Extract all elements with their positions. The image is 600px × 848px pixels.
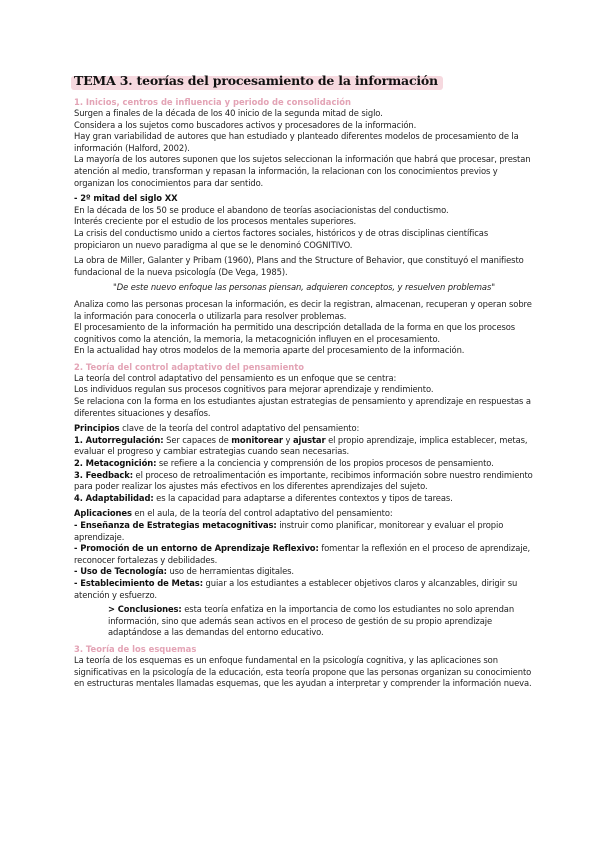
paragraph: La teoría del control adaptativo del pensamiento es un enfoque que se centra: <box>74 372 397 383</box>
principles-rest: clave de la teoría del control adaptativo del pensamiento: <box>119 423 360 434</box>
paragraph: Surgen a finales de la década de los 40 inicio de la segunda mitad de siglo. <box>74 108 383 118</box>
principle-1-text-d: el propio aprendizaje, implica establecer, metas, evaluar el progreso y cambiar estrategias cuando sean necesarias. <box>74 434 528 457</box>
paragraph: La mayoría de los autores suponen que los sujetos seleccionan la información que habrá que procesar, prestan atención al medio, transforman y repasan la información, la relacionan con los conocimientos previos y organizan los conocimientos para dar sentido. <box>74 154 531 188</box>
principle-4-label: 4. Adaptabilidad: <box>74 492 154 503</box>
principle-1-bold-ajustar: ajustar <box>292 434 326 445</box>
applications-label: Aplicaciones <box>74 508 132 519</box>
application-3 <box>74 566 534 578</box>
application-1 <box>74 520 534 543</box>
principle-3-text: el proceso de retroalimentación es importante, recibimos información sobre nuestro rendimiento para poder realizar los ajustes más efectivos en los diferentes aprendizajes del sujeto. <box>74 469 533 492</box>
principles-label: Principios <box>74 423 120 434</box>
section-heading-2: 2. Teoría del control adaptativo del pensamiento <box>74 361 305 372</box>
principle-1 <box>74 435 534 458</box>
section-1-intro <box>74 108 534 189</box>
applications-list <box>74 508 534 639</box>
principle-1-text-a: Ser capaces de <box>163 434 232 445</box>
principle-4-text: es la capacidad para adaptarse a diferentes contextos y tipos de tareas. <box>153 492 453 503</box>
application-4-text: guiar a los estudiantes a establecer objetivos claros y alcanzables, dirigir su atención y esfuerzo. <box>74 577 518 600</box>
principle-1-text-c: y <box>282 434 293 445</box>
application-2-label: - Promoción de un entorno de Aprendizaje Reflexivo: <box>74 543 319 554</box>
principle-2-text: se refiere a la conciencia y comprensión de los propios procesos de pensamiento. <box>156 458 494 469</box>
quote: "De este nuevo enfoque las personas piensan, adquieren conceptos, y resuelven problemas" <box>113 282 495 293</box>
application-3-label: - Uso de Tecnología: <box>74 566 167 577</box>
application-2 <box>74 543 534 566</box>
application-2-text: fomentar la reflexión en el proceso de aprendizaje, reconocer fortalezas y debilidades. <box>74 543 531 565</box>
subheading-second-half: - 2º mitad del siglo XX <box>74 193 178 204</box>
principle-3 <box>74 470 534 493</box>
principle-4 <box>74 493 534 505</box>
principle-3-label: 3. Feedback: <box>74 469 133 480</box>
section-heading-1: 1. Inicios, centros de influencia y periodo de consolidación <box>74 97 351 107</box>
paragraph: Interés creciente por el estudio de los procesos mentales superiores. <box>74 216 357 227</box>
paragraph: Los individuos regulan sus procesos cognitivos para mejorar aprendizaje y rendimiento. <box>74 384 434 395</box>
paragraph: Considera a los sujetos como buscadores activos y procesadores de la información. <box>74 119 417 130</box>
paragraph: Hay gran variabilidad de autores que han estudiado y planteado diferentes modelos de procesamiento de la información (Halford, 2002). <box>74 131 519 153</box>
principles-list <box>74 423 534 504</box>
application-3-text: uso de herramientas digitales. <box>166 566 294 577</box>
section-1-analysis <box>74 299 534 357</box>
conclusions <box>74 604 534 639</box>
paragraph: Analiza como las personas procesan la información, es decir la registran, almacenan, recuperan y operan sobre la información para conocerla o utilizarla para resolver problemas. <box>74 298 532 321</box>
application-1-label: - Enseñanza de Estrategias metacognitivas: <box>74 520 277 530</box>
title-wrap <box>74 73 438 88</box>
principle-2-label: 2. Metacognición: <box>74 458 157 469</box>
section-1-sub <box>74 205 534 251</box>
paragraph: La crisis del conductismo unido a ciertos factores sociales, históricos y de otras disciplinas científicas propiciaron un nuevo paradigma al que se le denominó COGNITIVO. <box>74 227 489 250</box>
page-title: TEMA 3. teorías del procesamiento de la información <box>74 73 438 88</box>
applications-intro <box>74 508 534 520</box>
paragraph: En la década de los 50 se produce el abandono de teorías asociacionistas del conductismo. <box>74 204 449 215</box>
application-4-label: - Establecimiento de Metas: <box>74 577 203 588</box>
paragraph: El procesamiento de la información ha permitido una descripción detallada de la forma en que los procesos cognitivos como la atención, la memoria, la metacognición influyen en el procesamiento. <box>74 322 516 344</box>
conclusions-label: > Conclusiones: <box>108 604 182 615</box>
paragraph-miller: La obra de Miller, Galanter y Pribam (1960), Plans and the Structure of Behavior, que constituyó el manifiesto fundacional de la nueva psicología (De Vega, 1985). <box>74 255 524 277</box>
principle-1-bold-monitorear: monitorear <box>231 434 283 445</box>
application-4 <box>74 578 534 601</box>
conclusions-text: esta teoría enfatiza en la importancia de como los estudiantes no solo aprendan información, sino que además sean activos en el proceso de gestión de su propio aprendizaje adaptándose a las demandas del entorno educativo. <box>108 604 515 638</box>
principle-1-label: 1. Autorregulación: <box>74 434 164 445</box>
principle-2 <box>74 458 534 470</box>
paragraph-schemas: La teoría de los esquemas es un enfoque fundamental en la psicología cognitiva, y las aplicaciones son significativas en la psicología de la educación, esta teoría propone que las personas organizan su conocimiento en estructuras mentales llamadas esquemas, que les ayudan a interpretar y comprender la información nueva. <box>74 654 532 689</box>
principles-intro <box>74 423 534 435</box>
applications-rest: en el aula, de la teoría del control adaptativo del pensamiento: <box>131 508 393 519</box>
section-2-intro <box>74 373 534 419</box>
application-1-text: instruir como planificar, monitorear y evaluar el propio aprendizaje. <box>74 520 504 542</box>
paragraph: En la actualidad hay otros modelos de la memoria aparte del procesamiento de la información. <box>74 345 465 356</box>
paragraph: Se relaciona con la forma en los estudiantes ajustan estrategias de pensamiento y aprendizaje en respuestas a diferentes situaciones y desafíos. <box>74 396 531 418</box>
section-heading-3: 3. Teoría de los esquemas <box>74 643 197 654</box>
